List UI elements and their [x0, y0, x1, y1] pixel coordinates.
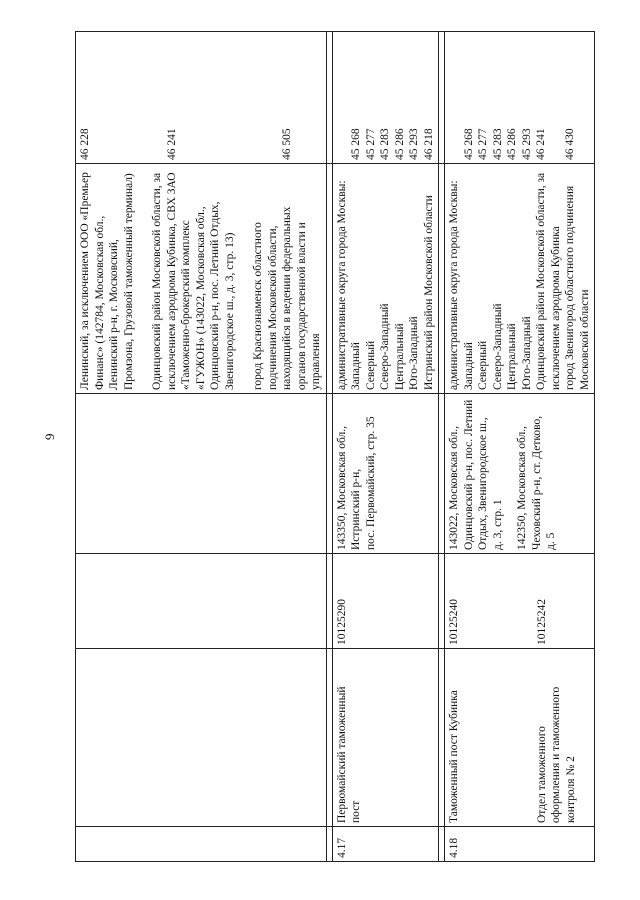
- territory-line: Звенигородское ш., д. 3, стр. 13): [223, 232, 236, 390]
- territory-line: Северный: [364, 340, 377, 390]
- territory-line: Одинцовский р-н, пос. Летний Отдых,: [209, 201, 221, 390]
- oktmo-code: 46 505: [281, 128, 293, 160]
- territory-line: Ленинский, за исключением ООО «Премьер: [79, 172, 91, 390]
- post-code: 10125240: [448, 599, 460, 645]
- oktmo-code: [447, 35, 462, 160]
- dept-name-line: оформления и таможенного: [550, 686, 562, 823]
- oktmo-code: 46 241: [165, 128, 178, 160]
- cell-territory: [76, 164, 327, 394]
- cell-code: [445, 554, 595, 649]
- oktmo-code: 45 293: [520, 128, 533, 160]
- cell-post: [76, 649, 327, 827]
- oktmo-code: 45 293: [408, 128, 420, 160]
- territory-line: Юго-Западный: [520, 316, 533, 390]
- cell-oktmo: [76, 32, 327, 164]
- address-line: 143350, Московская обл.,: [335, 425, 348, 550]
- table-row-4-18: [445, 32, 595, 862]
- territory-line: Одинцовский район Московской области, за: [535, 172, 547, 390]
- cell-oktmo: [332, 32, 439, 164]
- cell-territory: [445, 164, 595, 394]
- address-line: 142350, Московская обл.,: [516, 425, 528, 550]
- oktmo-code: 46 430: [564, 128, 576, 160]
- rotated-table-wrapper: [75, 32, 591, 862]
- cell-address: [445, 394, 595, 554]
- post-name-line: Первомайский таможенный: [335, 686, 348, 823]
- page-number: 9: [42, 433, 57, 440]
- address-line: д. 5: [545, 532, 557, 550]
- territory-line: административные округа города Москвы:: [448, 180, 460, 390]
- territory-line: Одинцовский район Московской области, за: [151, 172, 163, 390]
- territory-line: Северо-Западный: [379, 303, 391, 390]
- oktmo-code: 45 283: [491, 128, 504, 160]
- cell-code: [76, 554, 327, 649]
- territory-line: город Звенигород областного подчинения: [564, 185, 576, 390]
- territory-line: Московской области: [578, 289, 591, 390]
- territory-line: подчинения Московской области,: [266, 225, 279, 390]
- oktmo-code: 45 268: [350, 128, 362, 160]
- territory-line: Промзона, Грузовой таможенный терминал): [122, 173, 135, 390]
- oktmo-code: 46 218: [422, 128, 435, 160]
- oktmo-code: 45 277: [364, 128, 377, 160]
- territory-line: «Таможенно-брокерский комплекс: [180, 220, 192, 390]
- cell-address: [332, 394, 439, 554]
- territory-line: Северный: [477, 340, 489, 390]
- customs-posts-table: [75, 31, 595, 862]
- territory-line: административные округа города Москвы:: [335, 180, 348, 390]
- territory-line: Центральный: [506, 323, 518, 390]
- cell-post: [445, 649, 595, 827]
- oktmo-code: [335, 35, 350, 160]
- cell-num: [76, 827, 327, 862]
- territory-line: город Краснознаменск областного: [252, 222, 264, 390]
- table-row-continuation: [76, 32, 327, 862]
- cell-address: [76, 394, 327, 554]
- cell-post: [332, 649, 439, 827]
- address-line: 143022, Московская обл.,: [448, 425, 460, 550]
- oktmo-code: 46 228: [79, 128, 91, 160]
- oktmo-code: 45 268: [462, 128, 475, 160]
- post-code: 10125290: [335, 599, 348, 645]
- territory-line: Юго-Западный: [408, 316, 420, 390]
- territory-line: Финанс» (142784, Московская обл.,: [93, 215, 106, 390]
- territory-line: Центральный: [393, 323, 406, 390]
- oktmo-code: [549, 35, 564, 160]
- territory-line: Ленинский р-н, г. Московский,: [108, 239, 120, 390]
- address-line: д. 3, стр. 1: [491, 499, 504, 550]
- territory-line: «ГУЖОН» (143022, Московская обл.,: [194, 206, 207, 390]
- oktmo-code: 46 241: [535, 128, 547, 160]
- territory-line: находящийся в ведении федеральных: [281, 206, 293, 390]
- territory-line: органов государственной власти и: [295, 222, 308, 390]
- territory-line: Западный: [350, 342, 362, 390]
- oktmo-code: 45 286: [393, 128, 406, 160]
- oktmo-code: 45 283: [379, 128, 391, 160]
- territory-line: управления: [310, 333, 322, 390]
- address-line: пос. Первомайский, стр. 35: [364, 416, 377, 550]
- address-line: Истринский р-н,: [350, 468, 362, 550]
- territory-line: Северо-Западный: [491, 303, 504, 390]
- address-line: Чеховский р-н, ст. Детково,: [530, 415, 543, 550]
- territory-line: исключением аэродрома Кубинка: [549, 226, 562, 390]
- cell-territory: [332, 164, 439, 394]
- address-line: Отдых, Звенигородское ш.,: [477, 417, 489, 550]
- cell-oktmo: [445, 32, 595, 164]
- cell-num: 4.17: [332, 827, 439, 862]
- dept-code: 10125242: [535, 599, 548, 645]
- cell-code: [332, 554, 439, 649]
- table-row-4-17: [332, 32, 439, 862]
- cell-num: 4.18: [445, 827, 595, 862]
- post-name-line: пост: [350, 800, 362, 823]
- territory-line: Истринский район Московской области: [422, 195, 435, 390]
- address-line: Одинцовский р-н, пос. Летний: [462, 399, 475, 550]
- dept-name-line: Отдел таможенного: [535, 726, 548, 823]
- territory-line: исключением аэродрома Кубинка, СВХ ЗАО: [165, 172, 178, 390]
- territory-line: Западный: [462, 342, 475, 390]
- oktmo-code: 45 277: [477, 128, 489, 160]
- post-name-line: Таможенный пост Кубинка: [448, 690, 460, 823]
- dept-name-line: контроля № 2: [564, 756, 577, 823]
- oktmo-code: 45 286: [506, 128, 518, 160]
